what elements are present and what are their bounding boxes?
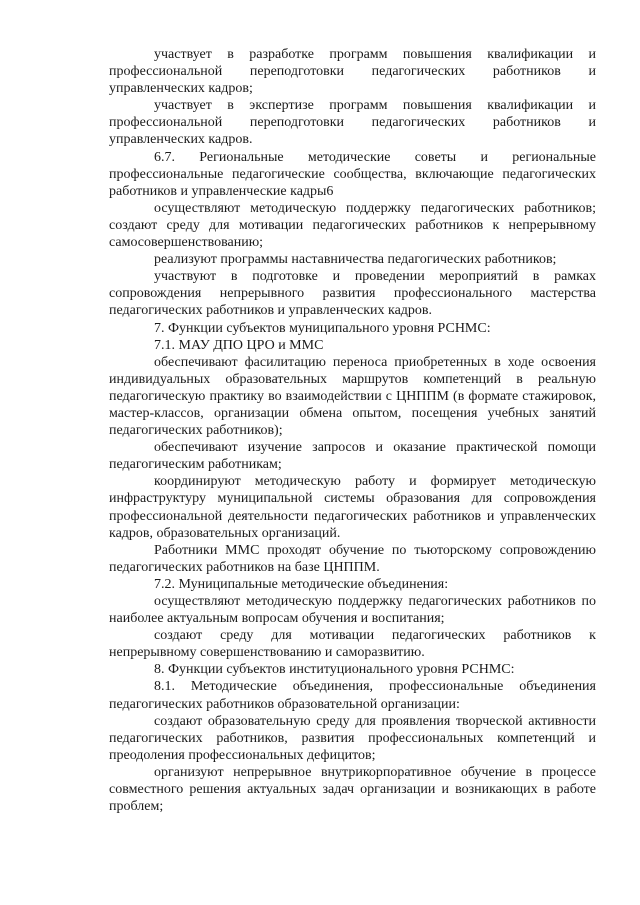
section-heading: 7. Функции субъектов муниципального уровня РСНМС: <box>154 320 491 336</box>
paragraph: создают образовательную среду для проявления творческой активности педагогических работников, развития профессиональных компетенций и преодоления профессиональных дефицитов; <box>109 713 596 763</box>
subsection-heading: 7.2. Муниципальные методические объединения: <box>154 576 449 592</box>
paragraph: обеспечивают фасилитацию переноса приобретенных в ходе освоения индивидуальных образовательных маршрутов компетенций в реальную педагогическую практику во взаимодействии с ЦНППМ (в формате стажировок, мастер-классов, организации обмена опытом, посещения учебных занятий педагогических работников); <box>109 354 596 439</box>
paragraph: создают среду для мотивации педагогических работников к непрерывному совершенствованию и саморазвитию. <box>109 628 596 661</box>
document-page <box>109 46 596 815</box>
paragraph: участвует в разработке программ повышения квалификации и профессиональной переподготовки педагогических работников и управленческих кадров; <box>109 47 596 97</box>
subsection-heading: 8.1. Методические объединения, профессиональные объединения педагогических работников образовательной организации: <box>109 679 596 712</box>
paragraph: участвуют в подготовке и проведении мероприятий в рамках сопровождения непрерывного развития профессионального мастерства педагогических работников и управленческих кадров. <box>109 269 596 319</box>
paragraph: Работники ММС проходят обучение по тьюторскому сопровождению педагогических работников на базе ЦНППМ. <box>109 542 596 575</box>
paragraph: участвует в экспертизе программ повышения квалификации и профессиональной переподготовки педагогических работников и управленческих кадров. <box>109 98 596 148</box>
subsection-heading: 7.1. МАУ ДПО ЦРО и ММС <box>154 337 324 353</box>
section-heading: 8. Функции субъектов институционального уровня РСНМС: <box>154 662 515 678</box>
paragraph: реализуют программы наставничества педагогических работников; <box>154 252 557 268</box>
paragraph: 6.7. Региональные методические советы и региональные профессиональные педагогические сообщества, включающие педагогических работников и управленческие кадры6 <box>109 149 596 199</box>
paragraph: осуществляют методическую поддержку педагогических работников по наиболее актуальным вопросам обучения и воспитания; <box>109 594 596 627</box>
paragraph: обеспечивают изучение запросов и оказание практической помощи педагогическим работникам; <box>109 440 596 473</box>
paragraph: осуществляют методическую поддержку педагогических работников; создают среду для мотивации педагогических работников к непрерывному самосовершенствованию; <box>109 200 596 251</box>
paragraph: организуют непрерывное внутрикорпоративное обучение в процессе совместного решения актуальных задач организации и возникающих в работе проблем; <box>109 764 596 815</box>
paragraph: координируют методическую работу и формирует методическую инфраструктуру муниципальной системы образования для сопровождения профессиональной деятельности педагогических работников и управленческих кадров, образовательных организаций. <box>109 474 596 541</box>
